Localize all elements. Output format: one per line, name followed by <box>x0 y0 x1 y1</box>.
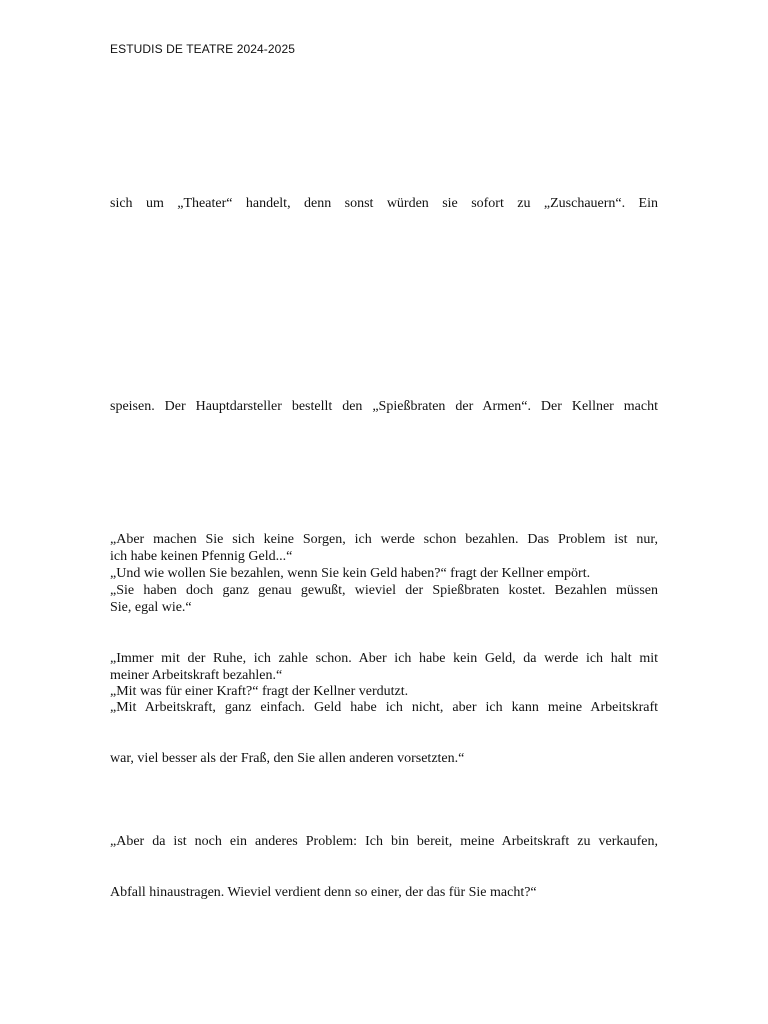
text-line: „Aber machen Sie sich keine Sorgen, ich werde schon bezahlen. Das Problem ist nur, <box>110 532 658 547</box>
text-line: Sie, egal wie.“ <box>110 600 192 615</box>
text-line: war, viel besser als der Fraß, den Sie allen anderen vorsetzten.“ <box>110 751 465 766</box>
text-line: sich um „Theater“ handelt, denn sonst würden sie sofort zu „Zuschauern“. Ein <box>110 196 658 211</box>
text-line: „Und wie wollen Sie bezahlen, wenn Sie kein Geld haben?“ fragt der Kellner empört. <box>110 566 591 581</box>
text-line: ich habe keinen Pfennig Geld...“ <box>110 549 293 564</box>
text-line: „Sie haben doch ganz genau gewußt, wieviel der Spießbraten kostet. Bezahlen müssen <box>110 583 658 598</box>
text-line: „Aber da ist noch ein anderes Problem: Ich bin bereit, meine Arbeitskraft zu verkaufen, <box>110 834 658 849</box>
text-line: „Immer mit der Ruhe, ich zahle schon. Aber ich habe kein Geld, da werde ich halt mit <box>110 651 658 666</box>
text-line: „Mit was für einer Kraft?“ fragt der Kellner verdutzt. <box>110 684 409 699</box>
text-line: speisen. Der Hauptdarsteller bestellt den „Spießbraten der Armen“. Der Kellner macht <box>110 399 658 414</box>
text-line: meiner Arbeitskraft bezahlen.“ <box>110 668 283 683</box>
text-line: Abfall hinaustragen. Wieviel verdient denn so einer, der das für Sie macht?“ <box>110 885 537 900</box>
text-line: „Mit Arbeitskraft, ganz einfach. Geld habe ich nicht, aber ich kann meine Arbeitskraft <box>110 700 658 715</box>
page-header: ESTUDIS DE TEATRE 2024-2025 <box>110 42 295 56</box>
